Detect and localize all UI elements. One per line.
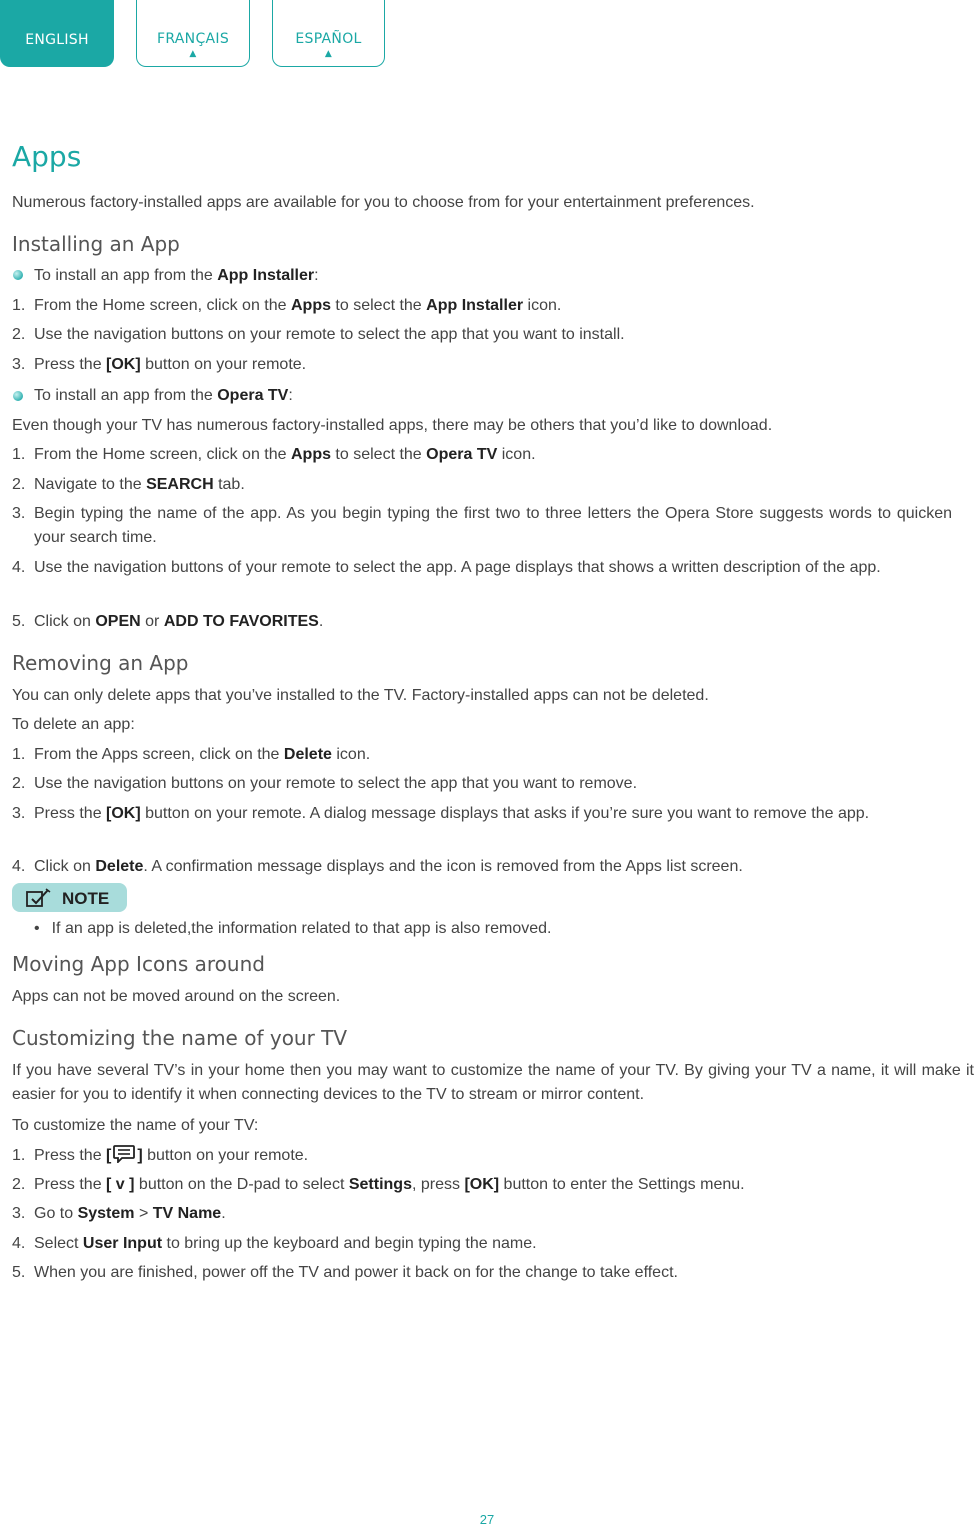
step-text: Click on OPEN or ADD TO FAVORITES. bbox=[34, 613, 324, 630]
bullet-dot-icon: • bbox=[34, 920, 40, 937]
moving-text: Apps can not be moved around on the screen. bbox=[12, 988, 341, 1005]
removing-intro: You can only delete apps that you’ve installed to the TV. Factory-installed apps can not be deleted. bbox=[12, 687, 709, 704]
customizing-intro bbox=[12, 1059, 974, 1107]
customizing-intro-text: If you have several TV’s in your home then you may want to customize the name of your TV. By giving your TV a name, it will make it easier for you to identify it when connecting devices to the TV to stream or mirror content. bbox=[12, 1062, 974, 1103]
note-bullet-text: If an app is deleted,the information related to that app is also removed. bbox=[51, 920, 552, 937]
step-number: 1. bbox=[12, 297, 26, 314]
installer-bullet bbox=[34, 264, 319, 288]
step-number: 4. bbox=[12, 559, 26, 576]
step-number: 1. bbox=[12, 446, 26, 463]
menu-button-icon bbox=[113, 1145, 135, 1163]
step-number: 1. bbox=[12, 1147, 26, 1164]
step-number: 4. bbox=[12, 1235, 26, 1252]
step-text: When you are finished, power off the TV and power it back on for the change to take effect. bbox=[34, 1264, 678, 1281]
bullet-bold: Opera TV bbox=[217, 387, 289, 404]
step-number: 3. bbox=[12, 505, 26, 522]
note-edit-icon bbox=[26, 888, 54, 908]
list-item bbox=[12, 556, 952, 580]
step-text: Click on Delete. A confirmation message displays and the icon is removed from the Apps list screen. bbox=[34, 858, 743, 875]
step-number: 1. bbox=[12, 746, 26, 763]
step-text: Navigate to the SEARCH tab. bbox=[34, 476, 245, 493]
bullet-text: To install an app from the bbox=[34, 387, 218, 404]
list-item bbox=[12, 802, 952, 826]
tab-espanol[interactable] bbox=[272, 0, 385, 67]
list-item bbox=[12, 772, 974, 796]
section-heading-removing: Removing an App bbox=[12, 651, 189, 675]
list-item bbox=[12, 443, 974, 467]
list-item bbox=[12, 294, 974, 318]
step-number: 2. bbox=[12, 326, 26, 343]
section-heading-customizing: Customizing the name of your TV bbox=[12, 1026, 348, 1050]
step-text: From the Home screen, click on the Apps to select the App Installer icon. bbox=[34, 297, 562, 314]
removing-lead: To delete an app: bbox=[12, 716, 135, 733]
note-bullet bbox=[34, 917, 551, 941]
step-number: 2. bbox=[12, 476, 26, 493]
teal-dot-icon bbox=[13, 391, 23, 401]
step-text: Press the [ ] button on your remote. bbox=[34, 1147, 309, 1164]
step-number: 3. bbox=[12, 356, 26, 373]
tab-francais[interactable] bbox=[136, 0, 250, 67]
list-item bbox=[12, 323, 974, 347]
step-text: Use the navigation buttons of your remote to select the app. A page displays that shows a written description of the app. bbox=[34, 559, 881, 576]
step-text: Press the [ v ] button on the D-pad to select Settings, press [OK] button to enter the Settings menu. bbox=[34, 1176, 745, 1193]
note-label: NOTE bbox=[62, 889, 110, 908]
step-number: 2. bbox=[12, 1176, 26, 1193]
step-text: Press the [OK] button on your remote. bbox=[34, 356, 307, 373]
tab-arrow-icon: ▲ bbox=[189, 49, 197, 59]
step-text: Press the [OK] button on your remote. A dialog message displays that asks if you’re sure you want to remove the app. bbox=[34, 805, 870, 822]
section-heading-installing: Installing an App bbox=[12, 232, 180, 256]
step-number: 5. bbox=[12, 613, 26, 630]
opera-bullet bbox=[34, 384, 293, 408]
teal-dot-icon bbox=[13, 270, 23, 280]
bullet-bold: App Installer bbox=[217, 267, 315, 284]
note-badge bbox=[12, 883, 127, 912]
step-text: Begin typing the name of the app. As you begin typing the first two to three letters the Opera Store suggests words to quicken your search time. bbox=[34, 505, 952, 546]
step-number: 3. bbox=[12, 1205, 26, 1222]
list-item bbox=[12, 1202, 974, 1226]
tab-english[interactable] bbox=[0, 0, 114, 67]
list-item bbox=[12, 502, 952, 550]
step-text: From the Home screen, click on the Apps to select the Opera TV icon. bbox=[34, 446, 536, 463]
bullet-text: : bbox=[314, 267, 319, 284]
list-item bbox=[12, 1232, 974, 1256]
step-number: 3. bbox=[12, 805, 26, 822]
list-item bbox=[12, 1261, 974, 1285]
list-item bbox=[12, 855, 974, 879]
list-item bbox=[12, 353, 974, 377]
step-text: Use the navigation buttons on your remote to select the app that you want to remove. bbox=[34, 775, 638, 792]
intro-text: Numerous factory-installed apps are available for you to choose from for your entertainment preferences. bbox=[12, 194, 755, 211]
tab-arrow-icon: ▲ bbox=[324, 49, 333, 59]
list-item bbox=[12, 1173, 974, 1197]
page-number: 27 bbox=[479, 1512, 495, 1527]
list-item bbox=[12, 1144, 974, 1168]
bullet-text: : bbox=[288, 387, 293, 404]
list-item bbox=[12, 610, 974, 634]
step-number: 5. bbox=[12, 1264, 26, 1281]
step-number: 2. bbox=[12, 775, 26, 792]
step-text: Select User Input to bring up the keyboard and begin typing the name. bbox=[34, 1235, 537, 1252]
tab-espanol-label: ESPAÑOL bbox=[295, 31, 362, 47]
list-item bbox=[12, 473, 974, 497]
section-heading-moving: Moving App Icons around bbox=[12, 952, 265, 976]
opera-intro: Even though your TV has numerous factory-installed apps, there may be others that you’d like to download. bbox=[12, 417, 773, 434]
tab-english-label: ENGLISH bbox=[25, 32, 89, 48]
customizing-lead: To customize the name of your TV: bbox=[12, 1117, 259, 1134]
step-text: From the Apps screen, click on the Delete icon. bbox=[34, 746, 371, 763]
step-text: Go to System > TV Name. bbox=[34, 1205, 226, 1222]
step-text: Use the navigation buttons on your remote to select the app that you want to install. bbox=[34, 326, 625, 343]
list-item bbox=[12, 743, 974, 767]
step-number: 4. bbox=[12, 858, 26, 875]
tab-francais-label: FRANÇAIS bbox=[156, 31, 230, 47]
page-title: Apps bbox=[12, 140, 82, 173]
bullet-text: To install an app from the bbox=[34, 267, 218, 284]
